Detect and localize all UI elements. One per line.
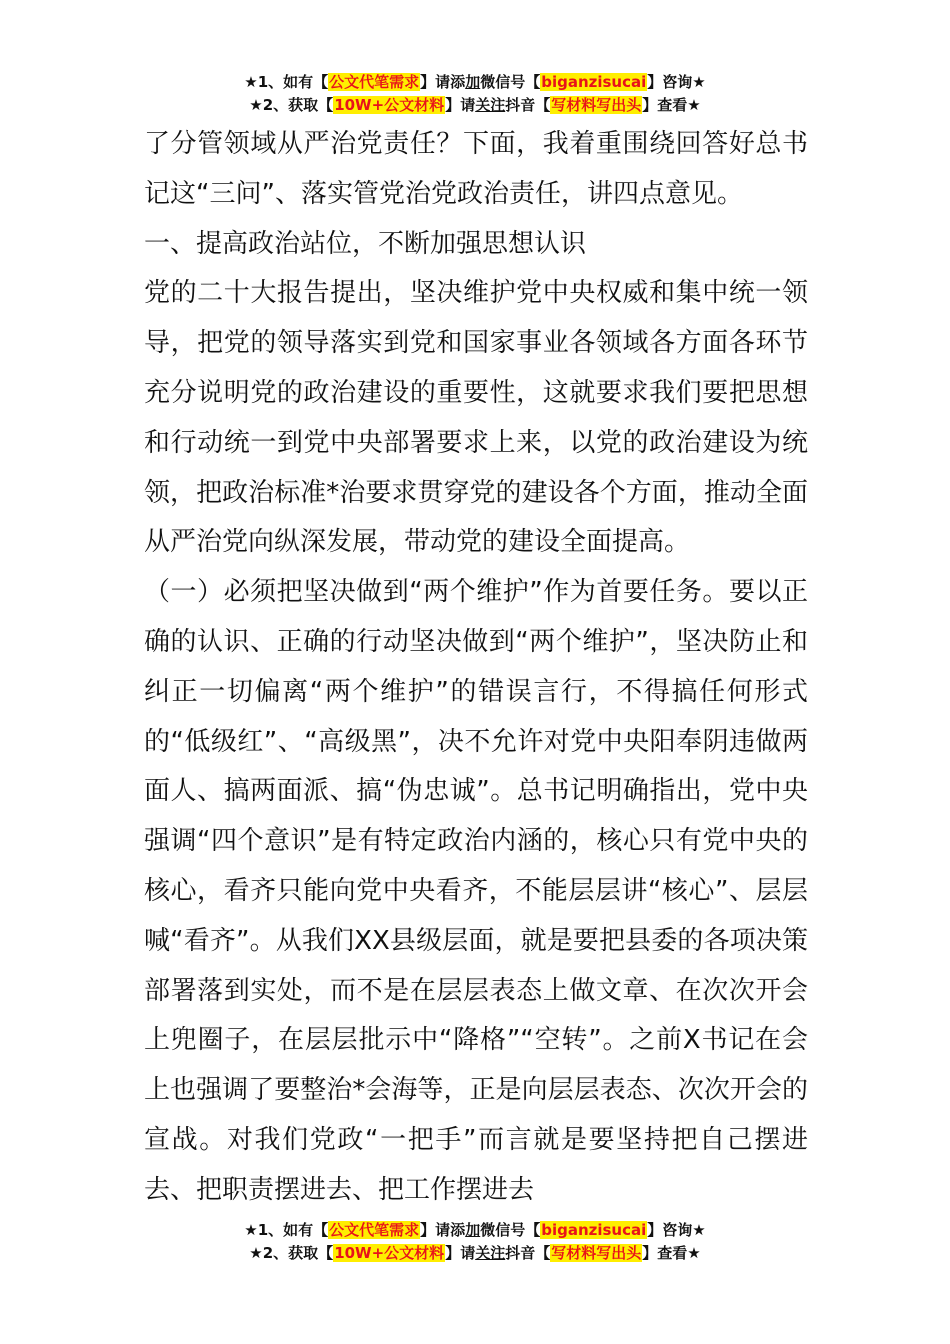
promo-text: 】请添 bbox=[420, 73, 466, 91]
promo-underlined-text: 加 bbox=[465, 1221, 481, 1239]
promo-line-2 bbox=[0, 94, 950, 117]
promo-text: 】请 bbox=[445, 1244, 476, 1262]
promo-highlight: 公文代笔需求 bbox=[329, 73, 420, 91]
promo-text: 】查看★ bbox=[642, 96, 701, 114]
promo-highlight-douyin-id: 写材料写出头 bbox=[551, 96, 642, 114]
promo-text: 】查看★ bbox=[642, 1244, 701, 1262]
body-paragraph: （一）必须把坚决做到“两个维护”作为首要任务。要以正确的认识、正确的行动坚决做到“两个维护”，坚决防止和纠正一切偏离“两个维护”的错误言行，不得搞任何形式的“低级红”、“高级黑”，决不允许对党中央阳奉阴违做两面人、搞两面派、搞“伪忠诚”。总书记明确指出，党中央强调“四个意识”是有特定政治内涵的，核心只有党中央的核心，看齐只能向党中央看齐，不能层层讲“核心”、层层喊“看齐”。从我们XX县级层面，就是要把县委的各项决策部署落到实处，而不是在层层表态上做文章、在次次开会上兜圈子，在层层批示中“降格”“空转”。之前X书记在会上也强调了要整治*会海等，正是向层层表态、次次开会的宣战。对我们党政“一把手”而言就是要坚持把自己摆进去、把职责摆进去、把工作摆进去 bbox=[144, 577, 808, 1205]
promo-text: ★1、如有【 bbox=[244, 1221, 329, 1239]
promo-text: 】请添 bbox=[420, 1221, 466, 1239]
promo-underlined-text: 关注 bbox=[475, 1244, 506, 1262]
body-paragraph: 党的二十大报告提出，坚决维护党中央权威和集中统一领导，把党的领导落实到党和国家事业各领域各方面各环节充分说明党的政治建设的重要性，这就要求我们要把思想和行动统一到党中央部署要求上来，以党的政治建设为统领，把政治标准*治要求贯穿党的建设各个方面，推动全面从严治党向纵深发展，带动党的建设全面提高。 bbox=[144, 278, 808, 558]
promo-highlight-wechat-id: biganzisucai bbox=[541, 1221, 647, 1239]
promo-line-2 bbox=[0, 1242, 950, 1265]
promo-highlight-wechat-id: biganzisucai bbox=[541, 73, 647, 91]
promo-line-1 bbox=[0, 71, 950, 94]
promo-underlined-text: 关注 bbox=[475, 96, 506, 114]
bottom-promo-banner bbox=[0, 1219, 950, 1265]
promo-text: 微信号【 bbox=[480, 73, 541, 91]
promo-text: 】请 bbox=[445, 96, 476, 114]
promo-highlight: 10W+公文材料 bbox=[334, 96, 445, 114]
promo-text: 】咨询★ bbox=[647, 1221, 706, 1239]
promo-highlight: 公文代笔需求 bbox=[329, 1221, 420, 1239]
promo-text: 抖音【 bbox=[505, 1244, 551, 1262]
document-body bbox=[144, 120, 808, 1216]
body-paragraph: 了分管领域从严治党责任？下面，我着重围绕回答好总书记这“三问”、落实管党治党政治责任，讲四点意见。 bbox=[144, 129, 808, 209]
promo-underlined-text: 加 bbox=[465, 73, 481, 91]
promo-text: ★2、获取【 bbox=[249, 1244, 334, 1262]
promo-text: ★2、获取【 bbox=[249, 96, 334, 114]
promo-text: 抖音【 bbox=[505, 96, 551, 114]
top-promo-banner bbox=[0, 71, 950, 117]
promo-highlight: 10W+公文材料 bbox=[334, 1244, 445, 1262]
promo-text: 微信号【 bbox=[480, 1221, 541, 1239]
promo-line-1 bbox=[0, 1219, 950, 1242]
section-heading: 一、提高政治站位，不断加强思想认识 bbox=[144, 228, 587, 259]
promo-text: 】咨询★ bbox=[647, 73, 706, 91]
promo-highlight-douyin-id: 写材料写出头 bbox=[551, 1244, 642, 1262]
promo-text: ★1、如有【 bbox=[244, 73, 329, 91]
